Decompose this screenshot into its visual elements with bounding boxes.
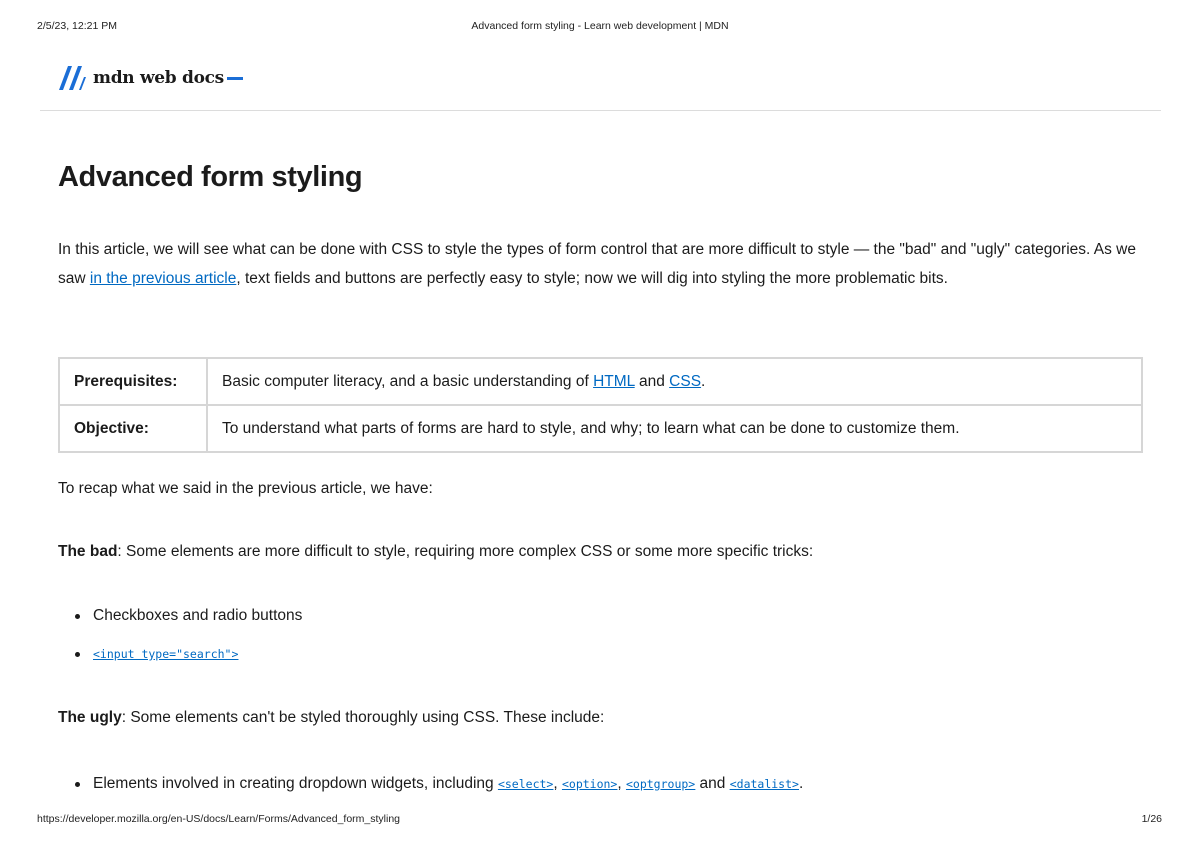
comma: , [553,775,562,792]
optgroup-link[interactable] [626,775,695,792]
comma: , [617,775,626,792]
bad-list [75,607,302,683]
print-datetime: 2/5/23, 12:21 PM [37,20,117,32]
option-code: <option> [561,777,618,791]
mdn-logo-link[interactable] [57,60,243,96]
select-link[interactable] [498,775,553,792]
recap-paragraph: To recap what we said in the previous article, we have: [58,480,433,497]
table-row [59,405,1142,452]
intro-text-after: , text fields and buttons are perfectly easy to style; now we will dig into styling the more problematic bits. [236,270,948,287]
prerequisites-value [207,358,1142,405]
prerequisites-label: Prerequisites: [59,358,207,405]
list-item [75,775,803,793]
table-row [59,358,1142,405]
period: . [798,775,804,792]
print-url: https://developer.mozilla.org/en-US/docs/Learn/Forms/Advanced_form_styling [37,813,401,825]
datalist-link[interactable] [730,775,799,792]
bad-paragraph [58,543,813,561]
list-item [75,607,302,645]
intro-paragraph [58,235,1148,293]
bullet-icon [75,614,80,619]
and-text: and [695,775,730,792]
objective-value: To understand what parts of forms are hard to style, and why; to learn what can be done to customize them. [207,405,1142,452]
css-link[interactable]: CSS [669,372,702,390]
list-item [75,645,302,683]
prerequisites-table [58,357,1143,453]
logo-text: mdn web docs [93,68,224,88]
html-link[interactable]: HTML [593,372,635,390]
ugly-list [75,775,803,793]
prereq-text: Basic computer literacy, and a basic understanding of [222,372,594,390]
dropdown-item-text: Elements involved in creating dropdown widgets, including [93,775,498,792]
print-header [0,20,1200,34]
select-code: <select> [497,777,554,791]
print-title: Advanced form styling - Learn web development | MDN [471,20,729,32]
input-search-link[interactable] [93,645,238,662]
input-search-code: <input type="search"> [93,647,239,661]
bullet-icon [75,782,80,787]
bad-label: The bad [58,543,118,560]
prereq-and: and [634,372,670,390]
bullet-icon [75,652,80,657]
ugly-label: The ugly [58,709,122,726]
ugly-paragraph [58,709,604,727]
option-link[interactable] [562,775,617,792]
ugly-text: : Some elements can't be styled thoroughly using CSS. These include: [121,709,605,726]
page-title: Advanced form styling [58,161,363,193]
checkboxes-item-text: Checkboxes and radio buttons [93,607,303,624]
logo-underscore [227,77,243,80]
objective-label: Objective: [59,405,207,452]
bad-text: : Some elements are more difficult to style, requiring more complex CSS or some more specific tricks: [117,543,814,560]
page-number: 1/26 [1141,813,1162,825]
optgroup-code: <optgroup> [625,777,696,791]
print-footer [0,813,1200,827]
intro-text-before: In this article, we will see what can be done with CSS to style the types of form control that are more difficult to style — the "bad" and "ugly" categories. As we saw [58,241,1136,287]
datalist-code: <datalist> [729,777,799,791]
mdn-logo-icon [57,65,87,91]
prereq-end: . [701,372,706,390]
previous-article-link[interactable]: in the previous article [89,270,237,287]
header-divider [40,110,1161,111]
